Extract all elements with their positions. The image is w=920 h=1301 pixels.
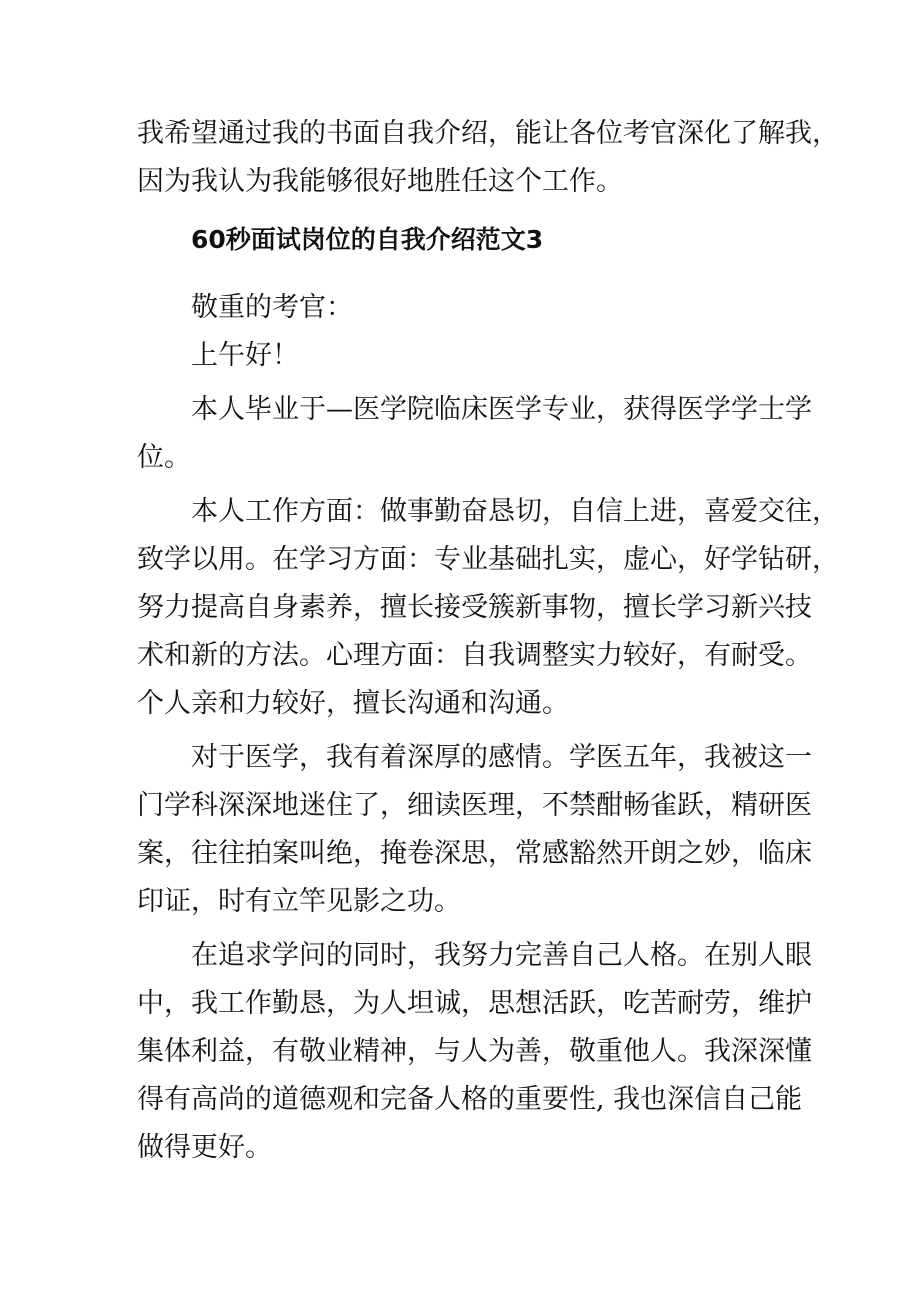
paragraph-line: 努力提高自身素养，擅长接受簇新事物，擅长学习新兴技 (137, 592, 812, 623)
intro-line-2: 因为我认为我能够很好地胜任这个工作。 (137, 166, 623, 197)
intro-line-1: 我希望通过我的书面自我介绍，能让各位考官深化了解我， (137, 118, 839, 149)
paragraph-line: 本人毕业于—医学院临床医学专业，获得医学学士学 (191, 394, 812, 425)
paragraph-line: 对于医学，我有着深厚的感情。学医五年，我被这一 (191, 742, 812, 773)
paragraph-line: 中，我工作勤恳，为人坦诚，思想活跃，吃苦耐劳，维护 (137, 988, 812, 1019)
paragraph-3 (137, 734, 817, 926)
paragraph-1 (137, 386, 817, 482)
paragraph-line: 案，往往拍案叫绝，掩卷深思，常感豁然开朗之妙，临床 (137, 838, 812, 869)
paragraph-line: 门学科深深地迷住了，细读医理，不禁酣畅雀跃，精研医 (137, 790, 812, 821)
paragraph-4 (137, 932, 817, 1172)
salutation: 敬重的考官： (191, 292, 353, 323)
paragraph-line: 术和新的方法。心理方面：自我调整实力较好，有耐受。 (137, 640, 812, 671)
greeting: 上午好！ (191, 340, 299, 371)
document-body (137, 110, 839, 1172)
paragraph-line: 做得更好。 (137, 1132, 272, 1163)
paragraph-line: 位。 (137, 442, 191, 473)
paragraph-line: 致学以用。在学习方面：专业基础扎实，虚心，好学钻研， (137, 544, 839, 575)
paragraph-line: 印证，时有立竿见影之功。 (137, 886, 461, 917)
paragraph-line: 集体利益，有敬业精神，与人为善，敬重他人。我深深懂 (137, 1036, 812, 1067)
paragraph-line: 得有高尚的道德观和完备人格的重要性, 我也深信自己能 (137, 1084, 803, 1115)
section-title: 60秒面试岗位的自我介绍范文3 (191, 225, 544, 254)
paragraph-line: 个人亲和力较好，擅长沟通和沟通。 (137, 688, 569, 719)
paragraph-line: 在追求学问的同时，我努力完善自己人格。在别人眼 (191, 940, 812, 971)
paragraph-line: 本人工作方面：做事勤奋恳切，自信上进，喜爱交往， (191, 496, 839, 527)
paragraph-2 (137, 488, 839, 728)
